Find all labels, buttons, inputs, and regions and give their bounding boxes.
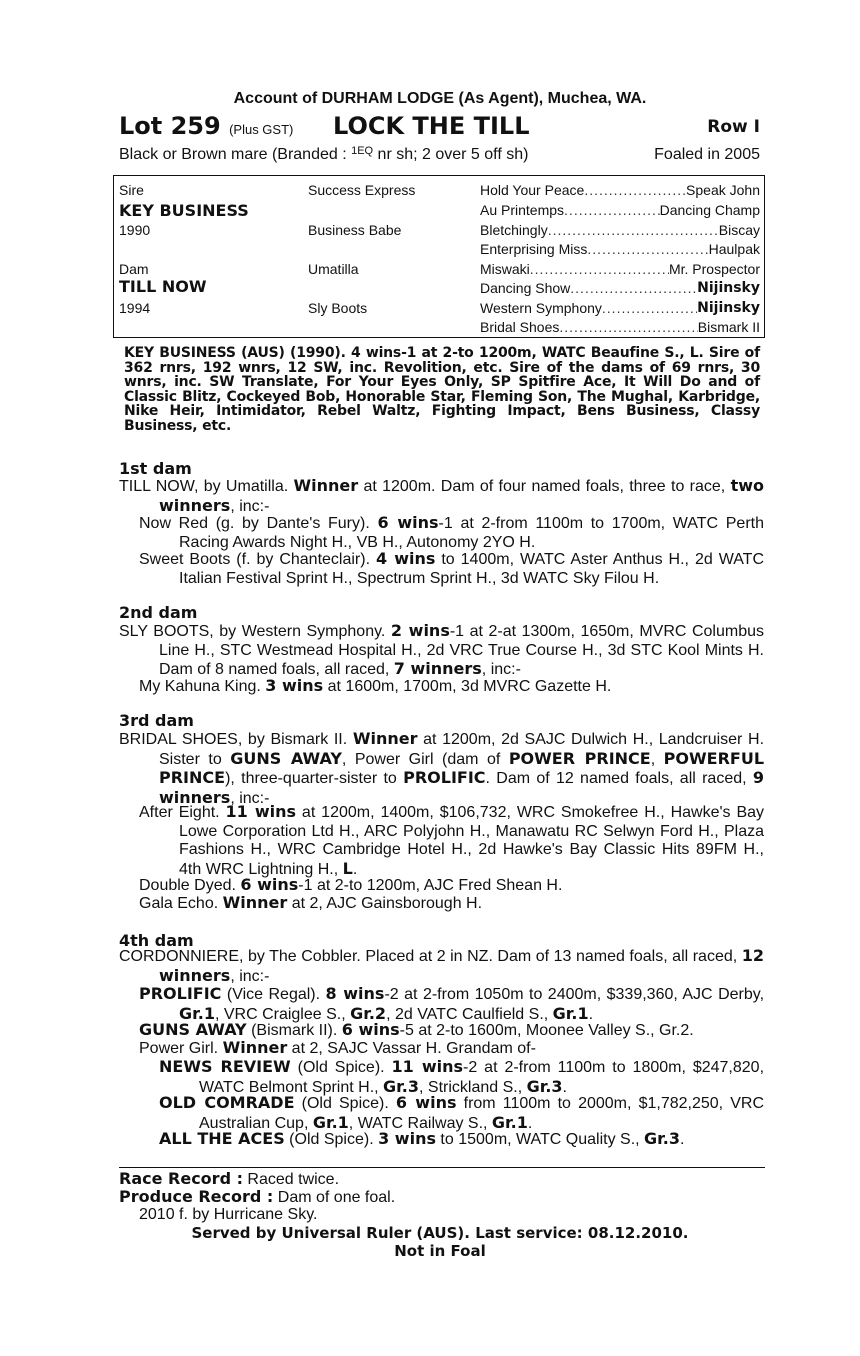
divider (119, 1167, 765, 1168)
sire-summary: KEY BUSINESS (AUS) (1990). 4 wins-1 at 2-to 1200m, WATC Beaufine S., L. Sire of 362 rnrs, 192 wnrs, 12 SW, inc. Revolition, etc. Sire of the dams of 69 rnrs, 30 wnrs, inc. SW Translate, For Your Eyes Only, SP Spitfire Ace, It Will Do and of Classic Blitz, Cockeyed Bob, Honorable Star, Fleming Son, The Mughal, Karbridge, Nike Heir, Intimidator, Rebel Waltz, Fighting Impact, Bens Business, Classy Business, etc. (124, 345, 760, 434)
progeny-entry: After Eight. 11 wins at 1200m, 1400m, $106,732, WRC Smokefree H., Hawke's Bay Lowe Corporation Ltd H., ARC Polyjohn H., Manawatu RC Selwyn Ford H., Plaza Fashions H., WRC Cambridge Hotel H., 2d Hawke's Bay Classic Hits 89FM H., 4th WRC Lightning H., L. (139, 802, 765, 878)
grand-progeny-entry: ALL THE ACES (Old Spice). 3 wins to 1500m, WATC Quality S., Gr.3. (159, 1129, 685, 1148)
granddam-sire: Business Babe (308, 222, 402, 238)
third-dam-heading: 3rd dam (119, 711, 194, 730)
grand-progeny-entry: NEWS REVIEW (Old Spice). 11 wins-2 at 2-from 1100m to 1800m, $247,820, WATC Belmont Sprint H., Gr.3, Strickland S., Gr.3. (159, 1057, 765, 1096)
grandsire-sire: Success Express (308, 182, 416, 198)
dam-name: TILL NOW (119, 277, 207, 296)
progeny-entry: PROLIFIC (Vice Regal). 8 wins-2 at 2-from 1050m to 2400m, $339,360, AJC Derby, Gr.1, VRC Craiglee S., Gr.2, 2d VATC Caulfield S., Gr.1. (139, 984, 765, 1023)
fourth-dam-heading: 4th dam (119, 931, 194, 950)
progeny-entry: Now Red (g. by Dante's Fury). 6 wins-1 at 2-from 1100m to 1700m, WATC Perth Racing Awards Night H., VB H., Autonomy 2YO H. (139, 513, 764, 551)
account-line: Account of DURHAM LODGE (As Agent), Muchea, WA. (233, 90, 647, 107)
foaled-year: Foaled in 2005 (654, 146, 760, 163)
granddam-dam: Sly Boots (308, 300, 368, 316)
brand-mark: 1EQ (351, 145, 374, 157)
progeny-entry: GUNS AWAY (Bismark II). 6 wins-5 at 2-to 1600m, Moonee Valley S., Gr.2. (139, 1020, 694, 1039)
dam-year: 1994 (119, 300, 151, 316)
sire-year: 1990 (119, 222, 151, 238)
first-dam-heading: 1st dam (119, 459, 192, 478)
grand-progeny-entry: OLD COMRADE (Old Spice). 6 wins from 1100m to 2000m, $1,782,250, VRC Australian Cup, Gr.1, WATC Railway S., Gr.1. (159, 1093, 765, 1132)
great-grandparent-row: Bletchingly ..... Biscay (480, 222, 760, 238)
row-label: Row I (707, 117, 760, 137)
sire-name: KEY BUSINESS (119, 201, 249, 220)
great-grandparent-row: Western Symphony ..... Nijinsky (480, 300, 760, 316)
horse-description: Black or Brown mare (Branded : $^{1EQ}$ nr sh; 2 over 5 off sh) (119, 145, 529, 163)
great-grandparent-row: Miswaki ..... Mr. Prospector (480, 261, 760, 277)
progeny-entry: Sweet Boots (f. by Chanteclair). 4 wins to 1400m, WATC Aster Anthus H., 2d WATC Italian Festival Sprint H., Spectrum Sprint H., 3d WATC Sky Filou H. (139, 549, 765, 587)
progeny-entry: My Kahuna King. 3 wins at 1600m, 1700m, 3d MVRC Gazette H. (139, 676, 612, 695)
lot-number: Lot 259 (Plus GST) (119, 112, 294, 140)
produce-record: Produce Record : Dam of one foal. (119, 1187, 396, 1206)
grandsire-dam: Umatilla (308, 261, 359, 277)
progeny-entry: Power Girl. Winner at 2, SAJC Vassar H. Grandam of- (139, 1038, 536, 1057)
race-record: Race Record : Raced twice. (119, 1169, 340, 1188)
dam-label: Dam (119, 261, 149, 277)
horse-name: LOCK THE TILL (333, 112, 530, 140)
second-dam-heading: 2nd dam (119, 603, 198, 622)
great-grandparent-row: Dancing Show ..... Nijinsky (480, 280, 760, 296)
produce-line: 2010 f. by Hurricane Sky. (139, 1206, 318, 1223)
foal-status: Not in Foal (394, 1242, 486, 1260)
great-grandparent-row: Bridal Shoes ..... Bismark II (480, 319, 760, 335)
served-note: Served by Universal Ruler (AUS). Last service: 08.12.2010. (191, 1224, 689, 1242)
great-grandparent-row: Enterprising Miss ..... Haulpak (480, 241, 760, 257)
fourth-dam-entry: CORDONNIERE, by The Cobbler. Placed at 2 in NZ. Dam of 13 named foals, all raced, 12 winners, inc:- (119, 946, 764, 985)
progeny-entry: Gala Echo. Winner at 2, AJC Gainsborough H. (139, 893, 483, 912)
great-grandparent-row: Au Printemps ..... Dancing Champ (480, 202, 760, 218)
gst-note: (Plus GST) (229, 122, 294, 137)
second-dam-entry: SLY BOOTS, by Western Symphony. 2 wins-1 at 2-at 1300m, 1650m, MVRC Columbus Line H., STC Westmead Hospital H., 2d VRC True Course H., 3d STC Kool Mints H. Dam of 8 named foals, all raced, 7 winners, inc:- (119, 621, 764, 678)
progeny-entry: Double Dyed. 6 wins-1 at 2-to 1200m, AJC Fred Shean H. (139, 875, 563, 894)
sire-label: Sire (119, 182, 144, 198)
great-grandparent-row: Hold Your Peace ..... Speak John (480, 182, 760, 198)
pedigree-table (113, 175, 765, 338)
third-dam-entry: BRIDAL SHOES, by Bismark II. Winner at 1200m, 2d SAJC Dulwich H., Landcruiser H. Sister to GUNS AWAY, Power Girl (dam of POWER PRINCE, POWERFUL PRINCE), three-quarter-sister to PROLIFIC. Dam of 12 named foals, all raced, 9 winners, inc:- (119, 729, 765, 807)
first-dam-entry: TILL NOW, by Umatilla. Winner at 1200m. Dam of four named foals, three to race, two winners, inc:- (119, 476, 764, 515)
